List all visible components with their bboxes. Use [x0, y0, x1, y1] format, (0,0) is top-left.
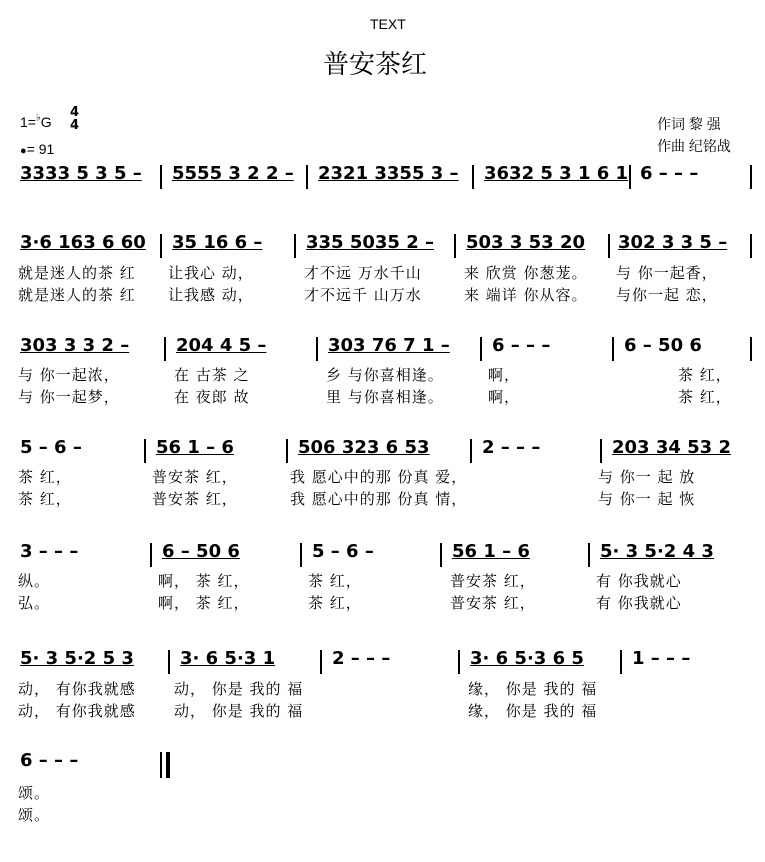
lyric: 就是迷人的茶 红 — [18, 264, 136, 282]
barline — [164, 337, 166, 361]
measure: 503 3 53 20 — [466, 232, 585, 253]
lyric: 在 古茶 之 — [174, 366, 250, 384]
lyric: 在 夜郎 故 — [174, 388, 250, 406]
barline — [588, 543, 590, 567]
measure: 56 1 – 6 — [452, 541, 530, 562]
barline — [750, 234, 752, 258]
measure: 302 3 3 5 – — [618, 232, 728, 253]
measure: 5555 3 2 2 – — [172, 163, 294, 184]
barline — [440, 543, 442, 567]
key-prefix: 1= — [20, 114, 36, 130]
barline — [472, 165, 474, 189]
system-4 — [14, 437, 754, 465]
flat-symbol: ♭ — [35, 112, 41, 124]
lyric: 来 欣赏 你葱茏。 — [464, 264, 588, 282]
system-3 — [14, 335, 754, 363]
barline — [316, 337, 318, 361]
measure: 56 1 – 6 — [156, 437, 234, 458]
barline — [470, 439, 472, 463]
barline — [458, 650, 460, 674]
measure: 3· 6 5·3 6 5 — [470, 648, 584, 669]
measure: 2 – – – — [332, 648, 391, 669]
lyric: 啊， 茶 红， — [158, 594, 250, 612]
measure: 6 – – – — [20, 750, 79, 771]
lyric: 与你一起 恋， — [616, 286, 718, 304]
measure: 506 323 6 53 — [298, 437, 430, 458]
lyric: 有 你我就心 — [596, 594, 682, 612]
lyric: 纵。 — [18, 572, 51, 590]
subtitle: TEXT — [370, 16, 406, 32]
barline — [629, 165, 631, 189]
barline — [150, 543, 152, 567]
barline — [750, 337, 752, 361]
lyric: 才不远千 山万水 — [304, 286, 422, 304]
lyric: 与 你一起香， — [616, 264, 718, 282]
barline — [480, 337, 482, 361]
measure: 5· 3 5·2 4 3 — [600, 541, 714, 562]
lyric: 我 愿心中的那 份真 情， — [290, 490, 468, 508]
lyric: 啊， — [488, 388, 521, 406]
lyric: 我 愿心中的那 份真 爱， — [290, 468, 468, 486]
system-6 — [14, 648, 754, 676]
measure: 6 – – – — [640, 163, 699, 184]
measure: 3333 5 3 5 – — [20, 163, 142, 184]
lyric: 普安茶 红， — [450, 594, 536, 612]
page-title: 普安茶红 — [323, 50, 428, 80]
barline — [750, 165, 752, 189]
lyric: 缘， 你是 我的 福 — [468, 702, 598, 720]
lyric: 有 你我就心 — [596, 572, 682, 590]
tempo-value: = 91 — [26, 141, 55, 157]
barline — [608, 234, 610, 258]
barline — [300, 543, 302, 567]
barline — [160, 165, 162, 189]
final-barline-thin — [160, 752, 162, 778]
lyric: 动， 有你我就感 — [18, 680, 136, 698]
lyric: 里 与你喜相逢。 — [326, 388, 444, 406]
measure: 3 – – – — [20, 541, 79, 562]
measure: 204 4 5 – — [176, 335, 267, 356]
barline — [454, 234, 456, 258]
lyric: 普安茶 红， — [450, 572, 536, 590]
measure: 2 – – – — [482, 437, 541, 458]
time-top: 4 — [70, 105, 80, 120]
measure: 6 – – – — [492, 335, 551, 356]
system-1 — [14, 163, 754, 191]
time-bottom: 4 — [70, 118, 80, 133]
lyric: 让我心 动， — [168, 264, 254, 282]
key-signature — [20, 112, 52, 131]
lyric: 普安茶 红， — [152, 468, 238, 486]
lyric: 才不远 万水千山 — [304, 264, 422, 282]
lyric: 啊， — [488, 366, 521, 384]
half-note-icon: ● — [20, 145, 27, 157]
measure: 6 – 50 6 — [162, 541, 240, 562]
measure: 3· 6 5·3 1 — [180, 648, 276, 669]
composer: 作曲 纪铭战 — [657, 138, 731, 154]
measure: 35 16 6 – — [172, 232, 263, 253]
measure: 2321 3355 3 – — [318, 163, 459, 184]
barline — [620, 650, 622, 674]
lyricist: 作词 黎 强 — [657, 116, 721, 132]
lyric: 茶 红， — [18, 468, 72, 486]
lyric: 与 你一起浓， — [18, 366, 120, 384]
system-2 — [14, 232, 754, 260]
lyric: 乡 与你喜相逢。 — [326, 366, 444, 384]
lyric: 动， 你是 我的 福 — [174, 680, 304, 698]
measure: 5 – 6 – — [20, 437, 82, 458]
lyric: 与 你一 起 放 — [598, 468, 696, 486]
lyric: 与 你一起梦， — [18, 388, 120, 406]
lyric: 茶 红， — [678, 388, 732, 406]
measure: 5 – 6 – — [312, 541, 374, 562]
lyric: 与 你一 起 恢 — [598, 490, 696, 508]
measure: 3·6 163 6 60 — [20, 232, 146, 253]
measure: 335 5035 2 – — [306, 232, 434, 253]
lyric: 弘。 — [18, 594, 51, 612]
lyric: 动， 你是 我的 福 — [174, 702, 304, 720]
measure: 5· 3 5·2 5 3 — [20, 648, 134, 669]
final-barline-thick — [166, 752, 170, 778]
lyric: 就是迷人的茶 红 — [18, 286, 136, 304]
lyric: 茶 红， — [678, 366, 732, 384]
barline — [306, 165, 308, 189]
lyric: 让我感 动， — [168, 286, 254, 304]
lyric: 茶 红， — [308, 572, 362, 590]
tempo — [20, 141, 54, 157]
measure: 303 76 7 1 – — [328, 335, 450, 356]
system-5 — [14, 541, 754, 569]
measure: 203 34 53 2 — [612, 437, 731, 458]
barline — [168, 650, 170, 674]
barline — [600, 439, 602, 463]
barline — [320, 650, 322, 674]
barline — [294, 234, 296, 258]
measure: 1 – – – — [632, 648, 691, 669]
barline — [612, 337, 614, 361]
time-signature — [70, 106, 79, 132]
barline — [160, 234, 162, 258]
barline — [286, 439, 288, 463]
measure: 303 3 3 2 – — [20, 335, 130, 356]
measure: 3632 5 3 1 6 1 — [484, 163, 629, 184]
lyric: 普安茶 红， — [152, 490, 238, 508]
lyric: 缘， 你是 我的 福 — [468, 680, 598, 698]
lyric: 来 端详 你从容。 — [464, 286, 588, 304]
system-7 — [14, 750, 754, 778]
barline — [144, 439, 146, 463]
lyric: 动， 有你我就感 — [18, 702, 136, 720]
lyric-line-2: 颂。 — [18, 806, 51, 824]
lyric: 啊， 茶 红， — [158, 572, 250, 590]
measure: 6 – 50 6 — [624, 335, 702, 356]
lyric-line-1: 颂。 — [18, 784, 51, 802]
lyric: 茶 红， — [18, 490, 72, 508]
key-note: G — [40, 114, 52, 130]
lyric: 茶 红， — [308, 594, 362, 612]
